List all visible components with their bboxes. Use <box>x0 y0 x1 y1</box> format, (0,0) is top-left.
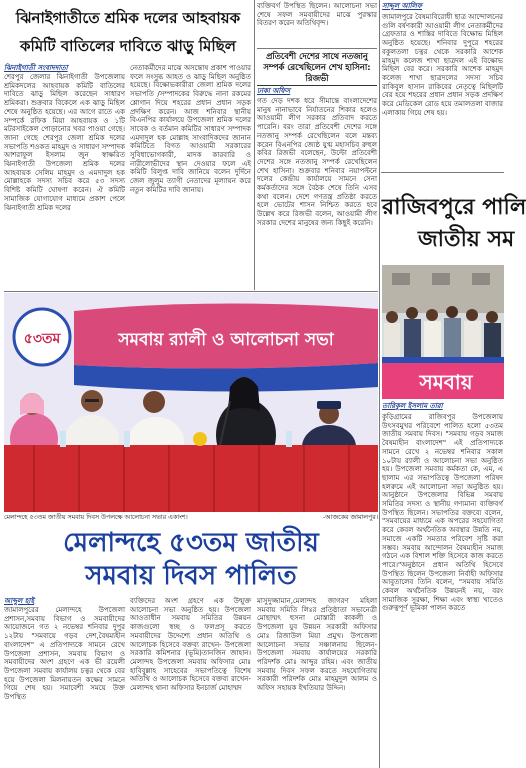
headline-line: ঝিনাইগাতীতে শ্রমিক দলের আহবায়ক <box>15 9 241 27</box>
rally-banner-text: সমবায় <box>419 370 473 394</box>
jamalpur-byline: সাদ্দুল আলিফ <box>382 2 422 10</box>
person-body <box>424 321 441 363</box>
section-divider <box>381 172 504 173</box>
melandah-headline <box>4 527 378 595</box>
jamalpur-body: জামালপুরে বৈষম্যবিরোধী ছাত্র আন্দোলনের গুলি বর্ষণকারী আওয়ামী লীগ নেতাকর্মীদের গ্রেফতার ও শাস্তির দাবিতে বিক্ষোভ মিছিল অনুষ্ঠিত হয়েছে। শনিবার দুপুরে শহরের বকুলতলা চত্বর থেকে সরকারি আশেক মাহমুদ কলেজ শাখা ছাত্রদল এই বিক্ষোভ মিছিল বের করে। সরকারি আশেক মাহমুদ কলেজ শাখা ছাত্রদলের সদস্য সচিব রাকিবুল হাসান রাকিবের নেতৃত্বে মিছিলটি বের হয়ে শহরের প্রধান প্রধান সড়ক প্রদক্ষিণ করে মেডিকেল রোড হয়ে তমালতলা বাজার এলাকায় গিয়ে শেষ হয়। <box>382 13 503 117</box>
column-divider <box>254 0 255 290</box>
caption-text: মেলান্দহে ৫৩তম জাতীয় সমবায় দিবস উপলক্ষে আলোচনা সভার একাংশ। <box>4 514 188 521</box>
person-head <box>466 309 478 321</box>
headline-line: জাতীয় সম <box>418 227 515 252</box>
rizvi-byline: ঢাকা অফিস <box>257 87 291 95</box>
rally-banner-stripe <box>382 357 504 363</box>
section-divider <box>257 48 377 49</box>
water-bottle <box>286 431 292 447</box>
person-body <box>444 318 461 363</box>
meeting-photo <box>4 293 378 512</box>
rally-photo-image <box>382 265 504 399</box>
building <box>382 265 504 313</box>
meeting-photo-image <box>4 293 378 512</box>
person-head <box>446 306 458 318</box>
flower-vase <box>193 432 207 446</box>
person-head <box>386 311 398 323</box>
column-divider <box>379 0 380 768</box>
banner-title: সমবায় র‌্যালী ও আলোচনা সভা <box>118 330 334 350</box>
water-bottle <box>124 431 130 447</box>
headline-line: সমবায় দিবস পালিত <box>85 561 297 591</box>
headline-line: রাজিবপুরে পালি <box>382 195 526 220</box>
rally-photo <box>382 265 504 399</box>
photo-caption <box>4 513 378 523</box>
jhenaigati-column-2: নেতাকর্মীদের মাঝে অসন্তোষ প্রকাশ পাওয়ার ফলে সংসুব্ধ আহত ও ঝাড়ু মিছিল অনুষ্ঠিত হয়েছে। বিক্ষোভকারীরা জেলা শ্রমিক দলের সভাপতি /সম্পাদকের বিরুদ্ধে নানা রকমের শ্লোগান দিয়ে শহরের প্রধান প্রধান সড়ক প্রদক্ষিণ করেন। আজ শনিবার স্থানীয় বিএনপির কার্যালয়ে উপজেলা শ্রমিক দলের সাবেক ও বর্তমান কমিটির সাধারণ সম্পাদক এমদাদুল হক মোল্লাহ সাংবাদিকদের জানান কমিটিতে বিগত আওয়ামী সরকারের সুবিধাভোগকারী, মাদক কারবারি ও নারীলোভীদের স্থান দেওয়ার ফলে এই কমিটি বিলুপ্ত দাবি জানিয়ে বলেন দুর্দিনে জেল জুলুম ত্যাগী নেতাদের মূল্যায়ন করে নতুন কমিটির দাবি জানায়। <box>130 64 251 194</box>
melandah-byline: আব্দুল হাই <box>4 597 35 605</box>
section-divider <box>4 291 378 292</box>
headline-line: কমিটি বাতিলের দাবিতে ঝাড়ু মিছিল <box>20 37 236 55</box>
melandah-column-1 <box>4 597 125 768</box>
melandah-column-3: মাসুদুজ্জামান,মেলান্দহ জাগরণ মহিলা সমবায় সমিতি লিঃর প্রতিষ্ঠাতা সভানেত্রী মোছাম্মৎ হুসনা মোস্তারী কাকলী ও উপজেলা যুব উন্নয়ন সরকারী অফিসার মোঃ রিজাউল মিয়া প্রমুখ। উপজেলা আলোচনা সভার সঞ্চালনায় ছিলেন-উপজেলা সমবায় কার্যালয়ের সরকারি পরিদর্শক মোঃ আব্দুর রহিম। এবং জাতীয় সমবায় দিবস সফল করতে সহযোগিতায় সরকারী পরিদর্শক মোঃ মাহমুদুল আলম ও অফিস সহায়ক ইখতিয়ার উদ্দিন। <box>257 597 377 693</box>
building-window <box>432 273 450 285</box>
rizvi-body: গত দেড় দশক ধরে সীমান্তে বাংলাদেশের মানুষ নানাভাবে নির্যাতনের শিকার হলেও আওয়ামী লীগ সরকার প্রতিবাদ করতে পারেনি। বরং তারা প্রতিবেশী দেশের সঙ্গে নতজানু সম্পর্ক রেখেছিলেন বলে মন্তব্য করেন বিএনপির জ্যেষ্ঠ যুগ্ম মহাসচিব রুহুল কবির রিজভী বলেছেন, উল্টো প্রতিবেশী দেশের সঙ্গে নতজানু সম্পর্ক রেখেছিলেন শেখ হাসিনা। শুক্রবার শনিবার নয়াপল্টনে দলের কেন্দ্রীয় কার্যালয়ে সামনে সেনা কর্মকর্তাদের সঙ্গে বৈঠক শেষে তিনি এসব কথা বলেন। দেশে গণতন্ত্র প্রতিষ্ঠা করতে হলে ভোটের শাসন নিশ্চিত করতে হবে উল্লেখ করে রিজভী বলেন, আওয়ামী লীগ সরকার দেশের মানুষের জন্য কিছুই করেনি। <box>257 97 377 227</box>
jhenaigati-column-1 <box>4 64 125 290</box>
melandah-column-2: ব্যক্তিদের অংশ গ্রহণে এক উন্মুক্ত আলোচনা সভা অনুষ্ঠিত হয়। উপজেলা আওতাধীন সমবায় সমিতির উন্নয়ন কাজগুলো স্বচ্ছ ও ফলপ্রসূ করতে সমবায়ীদের উদ্দেশ্যে প্রধান অতিথি ও আলোচক হিসেবে বক্তব্য রাখেন- উপজেলা সরকারি কমিশনার (ভূমি)তানজিন জাহান। মেলান্দহ উপজেলা সমবায় অফিসার মোঃ হাবিবুল্লাহ সাহেবের সভাপতিত্বে বিশেষ অতিথি ও আলোচক হিসেবে বক্তব্য রাখেন-মেলান্দহ থানা অফিসার ইনচার্জ মোহাম্মদ <box>130 597 251 693</box>
continuation-text: ব্যক্তিবর্গ উপস্থিত ছিলেন। আলোচনা সভা শেষে সফল সমবায়ীদের মাঝে পুরস্কার বিতরণ করেন অতিথিবৃন্দ। <box>257 2 377 28</box>
water-bottle <box>60 431 66 447</box>
rajibpur-byline: তারিকুল ইসলাম তারা <box>382 402 443 410</box>
article-text: শেরপুর জেলার ঝিনাইগাতী উপজেলায় শ্রমিকদলের আহবায়ক কমিটি বাতিলের দাবিতে ঝাড়ু মিছিল করেছেন সাধারণ শ্রমিকরা। শুক্রবার বিকেলে এক ঝাড়ু মিছিল শেষে অনুষ্ঠিত হয়েছে। এর আগে রাতে এক সম্পর্কে রফিক মিয়া আহবায়ক ও ১টি মটরসাইকেল পোড়ানোর খবর পাওয়া গেছে। জানা গেছে শেরপুর জেলা শ্রমিক দলের সভাপতি শওকত মাহমুদ ও সাধারণ সম্পাদক আশরাফুল ইসলাম জুন স্বাক্ষরিত ঝিনাইগাতী উপজেলা শ্রমিক দলের আহবায়ক সেলিম মাহমুদ ও এমদাদুল হক মোল্লাহকে সদস্য সচিব করে ৫৩ সদস্য বিশিষ্ট কমিটি ঘোষণা করেন। ঐ কমিটি সামাজিক যোগাযোগ মাধ্যমে প্রকাশ পেলে ঝিনাইগাতী শ্রমিক দলের <box>4 73 125 212</box>
person-head <box>426 309 438 321</box>
person-head <box>143 391 165 413</box>
jhenaigati-headline <box>4 4 252 62</box>
table-cloth <box>4 445 378 512</box>
jhenaigati-byline: ঝিনাইগাতী সংবাদদাতা <box>4 64 68 72</box>
glasses <box>85 399 99 402</box>
person-head <box>486 311 498 323</box>
photo-credit: -আজকের জামালপুর। <box>322 514 378 521</box>
rajibpur-body: কুড়িগ্রামের রাজিবপুর উপজেলায় উৎসবমুখর পরিবেশে পালিত হলো ৫৩তম জাতীয় সমবায় দিবস। "সমবায় গড়ব সমাজ বৈষম্যহীন বাংলাদেশ" এই প্রতিপাদ্যকে সামনে রেখে ২ নভেম্বর শনিবার সকাল ১০টায় র‌্যালী ও আলোচনা সভা অনুষ্ঠিত হয়। উপজেলা সমবায় কর্মকতা কে, এম, এ ছালাম এর সভাপতিত্বে উপজেলা পরিষদ হলরুমে এই আলোচনা সভা অনুষ্ঠিত হয়। আনুষ্ঠানে উপজেলার বিভিন্ন সমবায় সমিতির সদস্য ও স্থানীয় গণ্যমান্য ব্যক্তিবর্গ উপস্থিত ছিলেন। সভাপতির বক্তব্যে বলেন, "সমবায়ের মাধ্যমে এক অপরের সহযোগিতা করে কেবল অর্থনৈতিক অবস্থার উন্নতি নয়, সমাজে একটি সমতার পরিবেশ সৃষ্টি করা সম্ভব। সমবায় আন্দোলন বৈষম্যহীন সমাজ গঠনে এক বিশাল শক্তি হিসেবে কাজ করতে পারে।"অনুষ্ঠানে প্রধান অতিথি হিসেবে উপস্থিত ছিলেন উপজেলা নির্বাহী অফিসার আবুতালেব তিনি বলেন, "সমবায় সমিতি কেবল অর্থনৈতিক উন্নয়নই নয়, বরং সামাজিক সুরক্ষা, শিক্ষা এবং স্বাস্থ্য খাতেও গুরুত্বপূর্ণ ভূমিকা পালন করতে <box>382 413 503 613</box>
person-body <box>404 319 421 363</box>
article-text: জামালপুরের মেলান্দহে উপজেলা প্রশাসন,সমবায় বিভাগ ও সমবায়ীদের আয়োজনে গত ২ নভেম্বর শনিবার দুপুর ১২টায় "সমবায়ে গড়ব দেশ,বৈষম্যহীন বাংলাদেশ" এ প্রতিপাদ্যকে সামনে রেখে উপজেলা প্রশাসন, সমবায় বিভাগ ও সমবায়ীদের অংশ গ্রহণে এক ভী রয়েলী উপজেলা সমবায় কার্যালয় চত্বর থেকে বের হয়ে উপজেলা মিলনায়তন কক্ষের সামনে গিয়ে শেষ হয়। সমাবেশী সময়ে উক্ত উপস্থিত <box>4 606 125 702</box>
headline-line: মেলান্দহে ৫৩তম জাতীয় <box>63 528 319 558</box>
building-window <box>472 273 490 285</box>
rajibpur-headline <box>382 192 526 262</box>
police-cap <box>317 401 341 409</box>
person-head <box>406 307 418 319</box>
banner-logo-text: ৫৩তম <box>23 331 61 347</box>
rizvi-headline: প্রতিবেশী দেশের সাথে নতজানু সম্পর্ক রেখেছিলেন শেখ হাসিনা: রিজভী <box>257 51 377 86</box>
building-window <box>392 273 410 285</box>
person-body <box>464 321 481 363</box>
